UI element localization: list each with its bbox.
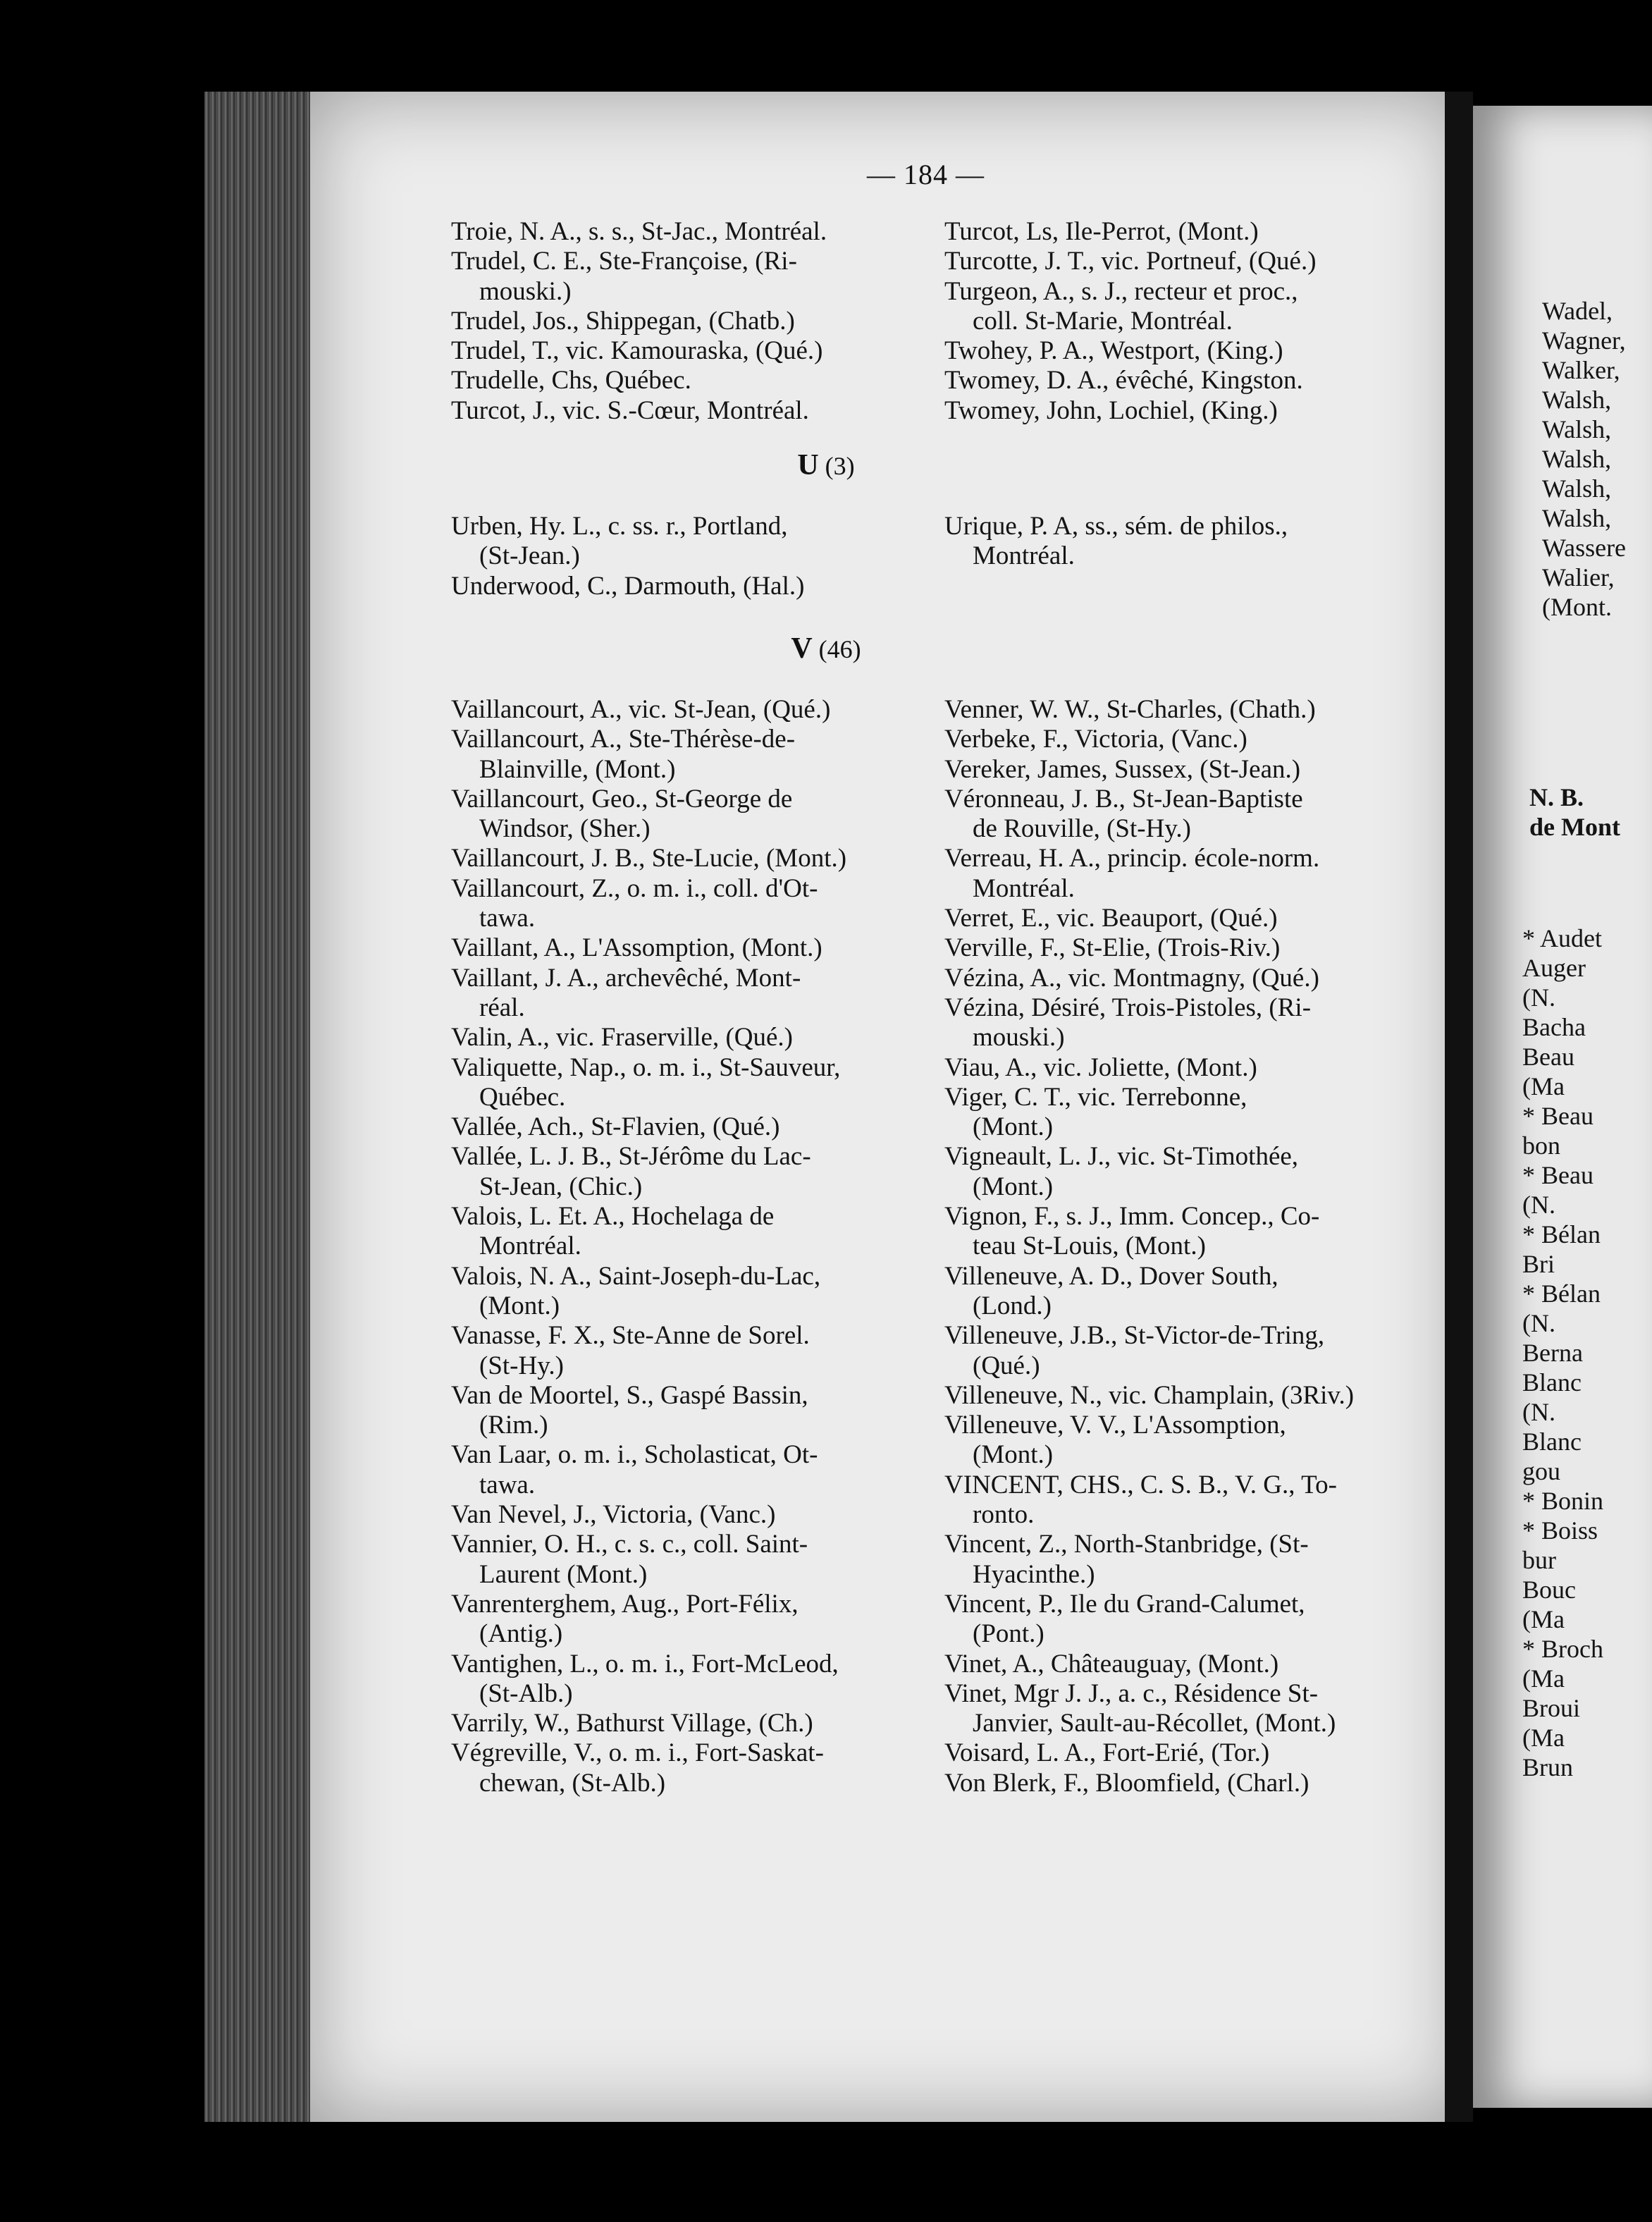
entry-line: Walker, [1542,356,1620,384]
entry-line: (Mont.) [973,1112,1054,1142]
entry-line: Von Blerk, F., Bloomfield, (Charl.) [944,1768,1309,1798]
section-count: (3) [825,452,855,480]
entry-line: Turcotte, J. T., vic. Portneuf, (Qué.) [944,247,1317,276]
entry-line: Wadel, [1542,297,1613,325]
entry-line: Montréal. [479,1232,581,1261]
entry-line: N. B. [1529,783,1584,811]
section-count: (46) [818,635,861,663]
entry-line: Van Laar, o. m. i., Scholasticat, Ot- [451,1440,818,1470]
blockU-left-column [451,512,944,601]
entry-line: Vézina, Désiré, Trois-Pistoles, (Ri- [944,993,1312,1022]
entry-line: Verville, F., St-Elie, (Trois-Riv.) [944,933,1281,963]
entry-line: Troie, N. A., s. s., St-Jac., Montréal. [451,217,827,246]
entry-line: Van Nevel, J., Victoria, (Vanc.) [451,1500,776,1530]
entry-line: Walsh, [1542,474,1612,503]
entry-line: Turgeon, A., s. J., recteur et proc., [944,276,1298,306]
peek-block-3 [1522,923,1603,1782]
entry-line: Vallée, L. J. B., St-Jérôme du Lac- [451,1142,811,1172]
entry-line: Valois, N. A., Saint-Joseph-du-Lac, [451,1261,821,1291]
entry-line: Walsh, [1542,445,1612,473]
entry-line: * Boiss [1522,1516,1598,1545]
entry-line: Viau, A., vic. Joliette, (Mont.) [944,1052,1257,1082]
entry-line: Véronneau, J. B., St-Jean-Baptiste [944,784,1303,814]
entry-line: mouski.) [479,276,572,306]
entry-line: (Rim.) [479,1411,548,1440]
blockV-right-column [944,695,1438,1798]
entry-line: Walier, [1542,563,1615,591]
entry-line: (St-Alb.) [479,1678,573,1708]
entry-line: Vézina, A., vic. Montmagny, (Qué.) [944,963,1319,993]
entry-line: Végreville, V., o. m. i., Fort-Saskat- [451,1738,824,1768]
entry-line: Vaillant, A., L'Assomption, (Mont.) [451,933,822,963]
entry-line: Valin, A., vic. Fraserville, (Qué.) [451,1023,793,1052]
section-header-u [0,448,1652,482]
entry-line: Québec. [479,1082,566,1112]
entry-line: (N. [1522,1309,1555,1337]
entry-line: Twomey, D. A., évêché, Kingston. [944,366,1303,395]
entry-line: Vincent, P., Ile du Grand-Calumet, [944,1589,1305,1619]
entry-line: Vaillancourt, A., vic. St-Jean, (Qué.) [451,695,831,724]
blockV-left-column [451,695,944,1798]
entry-line: * Beau [1522,1102,1594,1130]
entry-line: (Lond.) [973,1291,1052,1320]
entry-line: Vanrenterghem, Aug., Port-Félix, [451,1589,799,1619]
section-header-v [0,632,1652,665]
entry-line: Vannier, O. H., c. s. c., coll. Saint- [451,1530,808,1559]
blockU-right-column [944,512,1438,572]
entry-line: Urben, Hy. L., c. ss. r., Portland, [451,512,788,541]
entry-line: (Antig.) [479,1619,563,1649]
entry-line: VINCENT, CHS., C. S. B., V. G., To- [944,1470,1337,1499]
entry-line: Vallée, Ach., St-Flavien, (Qué.) [451,1112,780,1142]
entry-line: Montréal. [973,873,1075,903]
entry-line: * Audet [1522,924,1602,952]
entry-line: Trudel, Jos., Shippegan, (Chatb.) [451,306,795,336]
entry-line: mouski.) [973,1023,1065,1052]
entry-line: Bouc [1522,1576,1576,1604]
entry-line: Vaillancourt, A., Ste-Thérèse-de- [451,725,796,754]
peek-block-2 [1529,782,1620,842]
entry-line: Villeneuve, N., vic. Champlain, (3Riv.) [944,1380,1355,1410]
entry-line: * Beau [1522,1161,1594,1189]
entry-line: (N. [1522,983,1555,1012]
entry-line: Walsh, [1542,386,1612,414]
entry-line: St-Jean, (Chic.) [479,1172,643,1201]
entry-line: Voisard, L. A., Fort-Erié, (Tor.) [944,1738,1270,1768]
entry-line: Twomey, John, Lochiel, (King.) [944,395,1278,425]
entry-line: Hyacinthe.) [973,1559,1095,1589]
entry-line: Villeneuve, V. V., L'Assomption, [944,1411,1286,1440]
entry-line: Blainville, (Mont.) [479,754,676,784]
entry-line: bur [1522,1546,1556,1574]
entry-line: Underwood, C., Darmouth, (Hal.) [451,571,805,601]
entry-line: Windsor, (Sher.) [479,814,651,844]
entry-line: Vantighen, L., o. m. i., Fort-McLeod, [451,1649,839,1678]
entry-line: Janvier, Sault-au-Récollet, (Mont.) [973,1709,1336,1738]
entry-line: Vinet, A., Châteauguay, (Mont.) [944,1649,1279,1678]
entry-line: Turcot, Ls, Ile-Perrot, (Mont.) [944,217,1259,246]
entry-line: (Qué.) [973,1351,1040,1380]
entry-line: réal. [479,993,525,1022]
entry-line: Vaillancourt, Z., o. m. i., coll. d'Ot- [451,873,818,903]
entry-line: Vinet, Mgr J. J., a. c., Résidence St- [944,1678,1319,1708]
entry-line: Van de Moortel, S., Gaspé Bassin, [451,1380,808,1410]
entry-line: Valiquette, Nap., o. m. i., St-Sauveur, [451,1052,841,1082]
entry-line: chewan, (St-Alb.) [479,1768,666,1798]
entry-line: Broui [1522,1694,1581,1722]
entry-line: teau St-Louis, (Mont.) [973,1232,1206,1261]
entry-line: tawa. [479,1470,536,1499]
entry-line: Villeneuve, J.B., St-Victor-de-Tring, [944,1321,1325,1351]
entry-line: (N. [1522,1398,1555,1426]
entry-line: Walsh, [1542,415,1612,443]
section-letter: V [791,632,813,665]
entry-line: de Mont [1529,813,1620,841]
entry-line: Bacha [1522,1013,1586,1041]
entry-line: tawa. [479,904,536,933]
entry-line: (St-Jean.) [479,541,580,571]
entry-line: (Mont.) [973,1440,1054,1470]
entry-line: Walsh, [1542,504,1612,532]
entry-line: Wagner, [1542,326,1626,355]
entry-line: (Ma [1522,1072,1565,1100]
entry-line: Vignon, F., s. J., Imm. Concep., Co- [944,1202,1320,1232]
entry-line: Twohey, P. A., Westport, (King.) [944,336,1283,366]
entry-line: Trudelle, Chs, Québec. [451,366,691,395]
book-page-edges [204,92,310,2122]
entry-line: Brun [1522,1753,1573,1781]
entry-line: coll. St-Marie, Montréal. [973,306,1233,336]
entry-line: Viger, C. T., vic. Terrebonne, [944,1082,1247,1112]
entry-line: Verret, E., vic. Beauport, (Qué.) [944,904,1278,933]
section-letter: U [797,449,819,481]
entry-line: gou [1522,1457,1560,1485]
entry-line: Bri [1522,1250,1555,1278]
entry-line: Vaillancourt, Geo., St-George de [451,784,793,814]
entry-line: Vanasse, F. X., Ste-Anne de Sorel. [451,1321,810,1351]
entry-line: Verbeke, F., Victoria, (Vanc.) [944,725,1247,754]
book-gutter [1445,92,1473,2122]
entry-line: (St-Hy.) [479,1351,564,1380]
blockA-right-column [944,217,1438,426]
entry-line: Valois, L. Et. A., Hochelaga de [451,1202,775,1232]
entry-line: (Ma [1522,1664,1565,1693]
peek-block-1 [1542,296,1626,622]
entry-line: * Bonin [1522,1487,1604,1515]
entry-line: (Mont.) [479,1291,560,1320]
entry-line: bon [1522,1131,1560,1160]
entry-line: (Pont.) [973,1619,1044,1649]
entry-line: * Bélan [1522,1279,1601,1308]
entry-line: Wassere [1542,534,1627,562]
entry-line: (Mont.) [973,1172,1054,1201]
entry-line: ronto. [973,1500,1035,1530]
entry-line: Berna [1522,1339,1583,1367]
entry-line: Auger [1522,954,1586,982]
entry-line: (Ma [1522,1724,1565,1752]
entry-line: Vaillancourt, J. B., Ste-Lucie, (Mont.) [451,844,847,873]
entry-line: Laurent (Mont.) [479,1559,648,1589]
blockA-left-column [451,217,944,426]
entry-line: * Bélan [1522,1220,1601,1248]
entry-line: Vincent, Z., North-Stanbridge, (St- [944,1530,1309,1559]
entry-line: Verreau, H. A., princip. école-norm. [944,844,1320,873]
entry-line: Blanc [1522,1428,1582,1456]
entry-line: Trudel, T., vic. Kamouraska, (Qué.) [451,336,823,366]
entry-line: Urique, P. A, ss., sém. de philos., [944,512,1288,541]
entry-line: Venner, W. W., St-Charles, (Chath.) [944,695,1316,724]
entry-line: (N. [1522,1191,1555,1219]
entry-line: Villeneuve, A. D., Dover South, [944,1261,1278,1291]
entry-line: Varrily, W., Bathurst Village, (Ch.) [451,1709,813,1738]
page-number: — 184 — [867,159,985,190]
entry-line: Turcot, J., vic. S.-Cœur, Montréal. [451,395,809,425]
entry-line: Blanc [1522,1368,1582,1397]
entry-line: Vaillant, J. A., archevêché, Mont- [451,963,801,993]
entry-line: Vigneault, L. J., vic. St-Timothée, [944,1142,1299,1172]
entry-line: de Rouville, (St-Hy.) [973,814,1192,844]
entry-line: Vereker, James, Sussex, (St-Jean.) [944,754,1301,784]
entry-line: * Broch [1522,1635,1603,1663]
entry-line: Trudel, C. E., Ste-Françoise, (Ri- [451,247,797,276]
entry-line: Beau [1522,1043,1574,1071]
entry-line: Montréal. [973,541,1075,571]
right-page-edge [1473,106,1652,2108]
entry-line: (Ma [1522,1605,1565,1633]
entry-line: (Mont. [1542,593,1612,621]
